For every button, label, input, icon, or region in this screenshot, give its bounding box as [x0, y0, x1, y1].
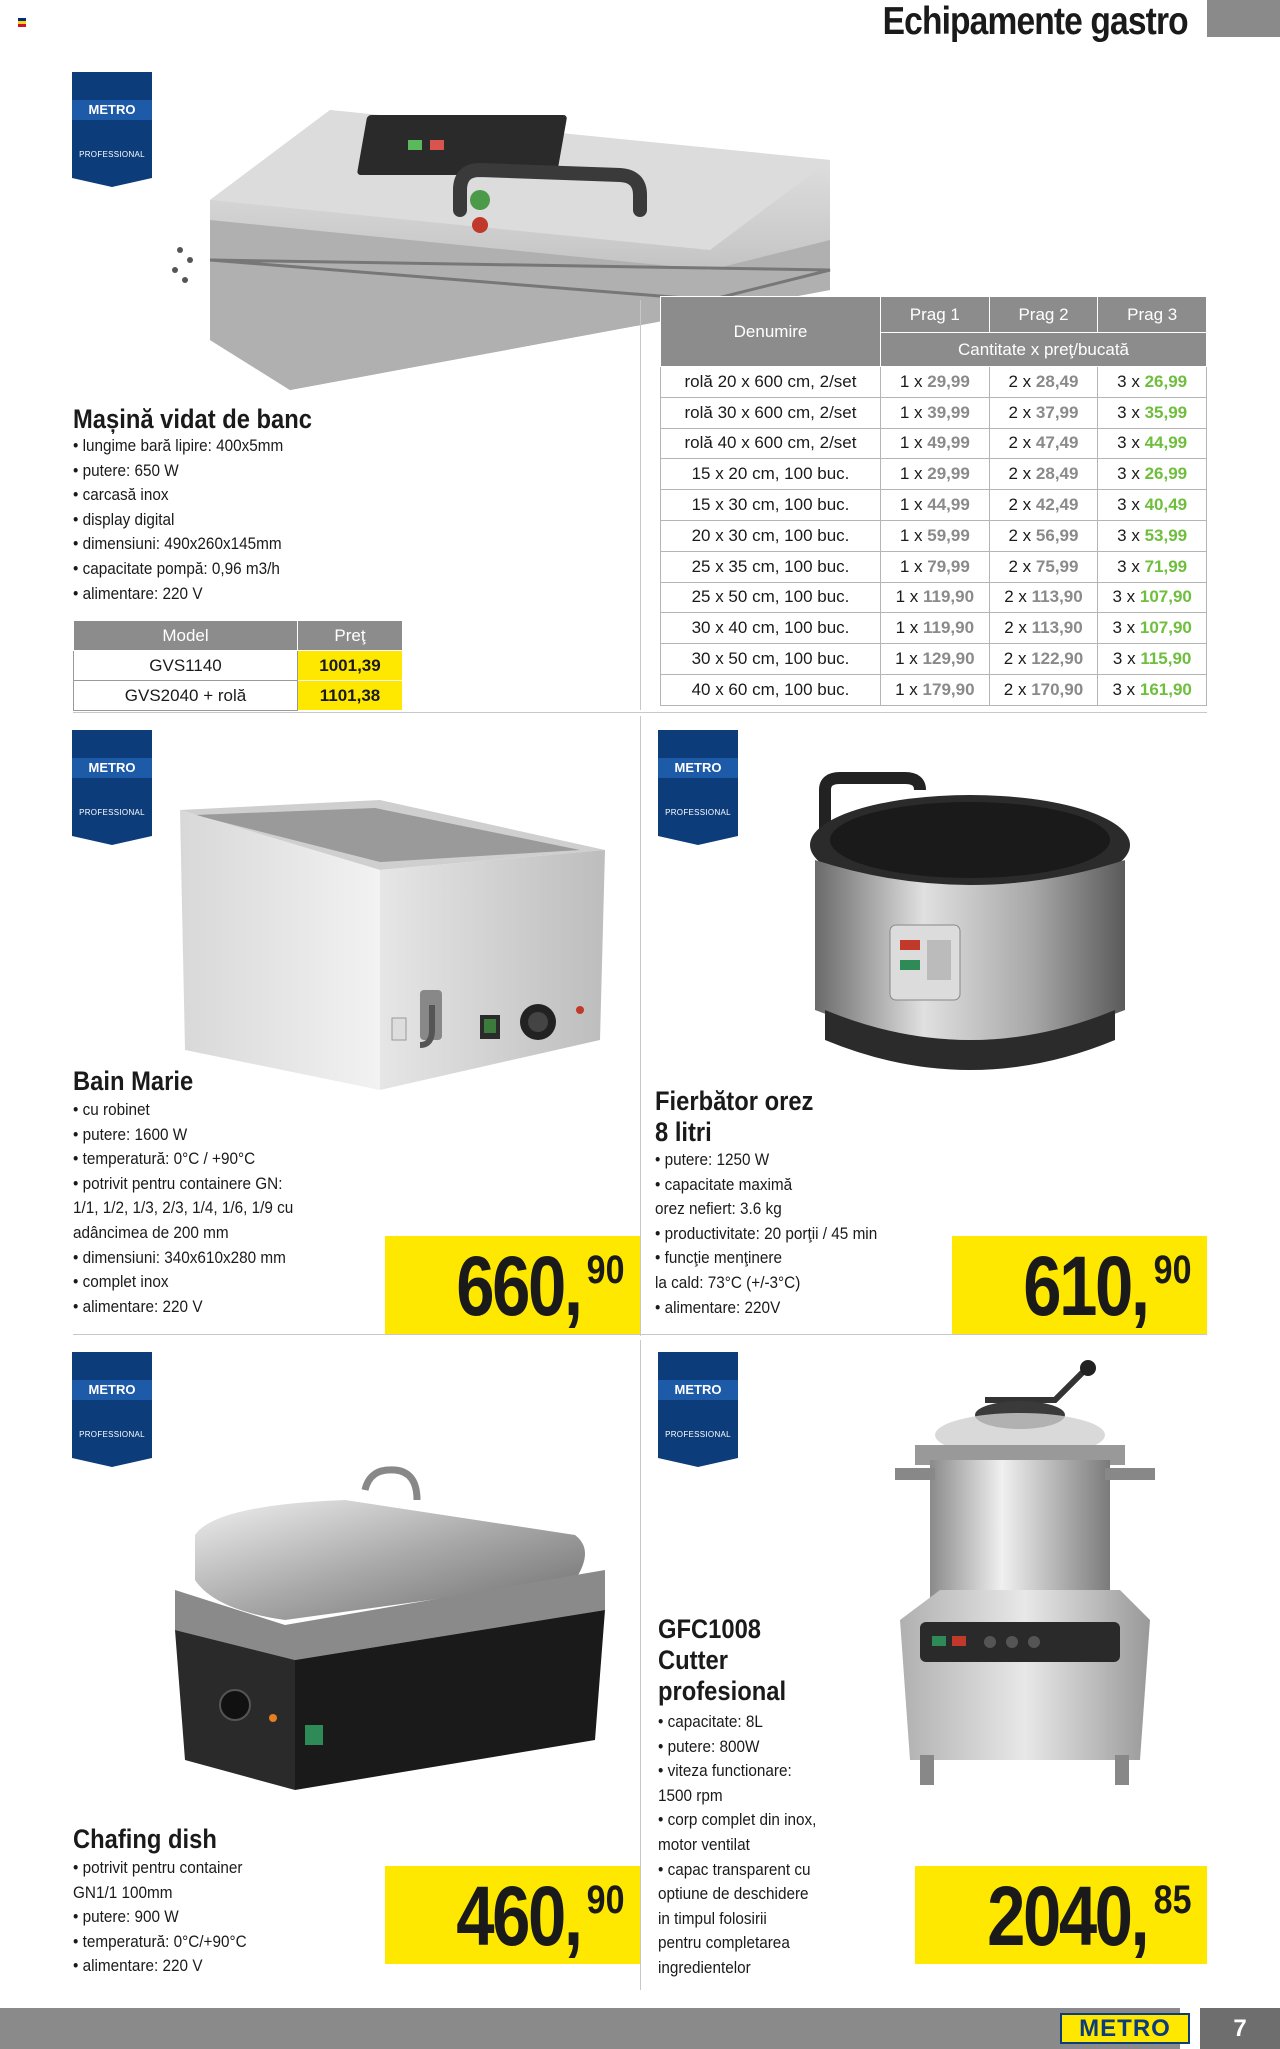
tier-price-cell: 3 x 44,99 — [1098, 428, 1207, 459]
section-divider — [73, 712, 1207, 713]
spec-line: • dimensiuni: 340x610x280 mm — [73, 1247, 286, 1267]
spec-line: • alimentare: 220 V — [73, 1956, 203, 1976]
tier-price-cell: 3 x 107,90 — [1098, 613, 1207, 644]
tier-price-cell: 3 x 107,90 — [1098, 582, 1207, 613]
rice-title: Fierbător orez 8 litri — [655, 1086, 814, 1147]
tier-price-cell: 3 x 53,99 — [1098, 520, 1207, 551]
tier-price-cell: 2 x 113,90 — [989, 613, 1098, 644]
model-header: Model — [74, 621, 298, 651]
spec-line: • viteza functionare: — [658, 1761, 792, 1781]
rice-price-tag — [952, 1236, 1207, 1334]
spec-line: • alimentare: 220 V — [73, 1296, 203, 1316]
tier-price-cell: 1 x 29,99 — [881, 459, 990, 490]
rice-cooker-image — [795, 770, 1135, 1100]
tier-header: Prag 1 — [881, 297, 990, 333]
price-header: Preţ — [298, 621, 403, 651]
table-row — [661, 582, 1207, 613]
table-row — [661, 367, 1207, 398]
spec-line: • capacitate pompă: 0,96 m3/h — [73, 558, 280, 578]
spec-line: • alimentare: 220 V — [73, 583, 203, 603]
table-row — [661, 490, 1207, 521]
roll-name-cell: rolă 20 x 600 cm, 2/set — [661, 367, 881, 398]
bain-title: Bain Marie — [73, 1066, 194, 1096]
vacuum-model-table — [73, 620, 403, 711]
spec-line: • putere: 1250 W — [655, 1150, 770, 1169]
tier-price-cell: 1 x 129,90 — [881, 644, 990, 675]
model-cell: GVS1140 — [74, 651, 298, 681]
spec-line: pentru completarea — [658, 1933, 790, 1953]
price-cell: 1001,39 — [298, 651, 403, 681]
spec-line: • carcasă inox — [73, 485, 169, 505]
roll-name-cell: 25 x 50 cm, 100 buc. — [661, 582, 881, 613]
price-integer: 610, — [1022, 1239, 1147, 1333]
metro-logo: METRO — [1060, 2013, 1190, 2044]
tier-header: Prag 3 — [1098, 297, 1207, 333]
bain-marie-image — [170, 790, 610, 1100]
metro-professional-badge: METRO PROFESSIONAL — [658, 730, 738, 836]
tier-price-cell: 1 x 179,90 — [881, 674, 990, 705]
spec-line: • funcţie menţinere — [655, 1248, 782, 1268]
price-decimal: 90 — [586, 1248, 624, 1292]
tier-price-cell: 1 x 119,90 — [881, 613, 990, 644]
tier-price-cell: 3 x 161,90 — [1098, 674, 1207, 705]
metro-professional-badge: METRO PROFESSIONAL — [72, 1352, 152, 1458]
tier-price-cell: 2 x 28,49 — [989, 459, 1098, 490]
roll-name-cell: 40 x 60 cm, 100 buc. — [661, 674, 881, 705]
tier-price-cell: 3 x 40,49 — [1098, 490, 1207, 521]
tier-price-cell: 3 x 115,90 — [1098, 644, 1207, 675]
tier-price-cell: 1 x 29,99 — [881, 367, 990, 398]
tier-price-cell: 1 x 79,99 — [881, 551, 990, 582]
column-divider — [640, 716, 641, 1336]
chafing-dish-image — [155, 1460, 615, 1800]
table-row — [661, 644, 1207, 675]
page-title: Echipamente gastro — [882, 0, 1188, 43]
cutter-price-tag — [915, 1866, 1207, 1964]
roll-name-cell: 20 x 30 cm, 100 buc. — [661, 520, 881, 551]
tier-price-cell: 2 x 122,90 — [989, 644, 1098, 675]
tier-price-cell: 2 x 113,90 — [989, 582, 1098, 613]
spec-line: • complet inox — [73, 1272, 169, 1292]
tier-price-cell: 1 x 44,99 — [881, 490, 990, 521]
spec-line: • putere: 1600 W — [73, 1124, 188, 1144]
spec-line: • corp complet din inox, — [658, 1810, 817, 1830]
table-row — [74, 651, 403, 681]
table-row — [661, 459, 1207, 490]
chafing-price-tag — [385, 1866, 640, 1964]
cutter-image — [880, 1360, 1165, 1790]
tier-price-cell: 2 x 28,49 — [989, 367, 1098, 398]
tier-price-cell: 2 x 47,49 — [989, 428, 1098, 459]
spec-line: motor ventilat — [658, 1834, 750, 1854]
name-header: Denumire — [661, 297, 881, 367]
cutter-specs — [658, 1710, 816, 1981]
price-integer: 460, — [455, 1869, 580, 1963]
spec-line: • display digital — [73, 509, 175, 529]
spec-line: ingredientelor — [658, 1957, 751, 1977]
tier-price-cell: 3 x 71,99 — [1098, 551, 1207, 582]
tier-price-cell: 2 x 170,90 — [989, 674, 1098, 705]
vacuum-specs — [73, 434, 283, 606]
tier-price-cell: 3 x 26,99 — [1098, 367, 1207, 398]
spec-line: 1/1, 1/2, 1/3, 2/3, 1/4, 1/6, 1/9 cu — [73, 1198, 294, 1218]
spec-line: • capacitate maximă — [655, 1174, 793, 1194]
section-divider — [73, 1334, 1207, 1335]
price-decimal: 85 — [1153, 1878, 1191, 1922]
header-accent-bar — [1207, 0, 1280, 37]
roll-name-cell: rolă 30 x 600 cm, 2/set — [661, 397, 881, 428]
table-row — [661, 520, 1207, 551]
rice-specs — [655, 1148, 877, 1320]
spec-line: in timpul folosirii — [658, 1908, 767, 1928]
tier-price-cell: 2 x 56,99 — [989, 520, 1098, 551]
spec-line: • temperatură: 0°C/+90°C — [73, 1931, 247, 1951]
tier-price-cell: 3 x 26,99 — [1098, 459, 1207, 490]
vacuum-title: Mașină vidat de banc — [73, 404, 313, 434]
rolls-price-table — [660, 296, 1207, 706]
spec-line: • capac transparent cu — [658, 1859, 811, 1879]
spec-line: • cu robinet — [73, 1100, 150, 1119]
tier-price-cell: 1 x 49,99 — [881, 428, 990, 459]
column-divider — [640, 1340, 641, 1990]
tier-price-cell: 2 x 42,49 — [989, 490, 1098, 521]
spec-line: • putere: 800W — [658, 1736, 760, 1756]
tier-price-cell: 2 x 75,99 — [989, 551, 1098, 582]
roll-name-cell: 30 x 50 cm, 100 buc. — [661, 644, 881, 675]
tier-price-cell: 2 x 37,99 — [989, 397, 1098, 428]
spec-line: GN1/1 100mm — [73, 1882, 173, 1902]
roll-name-cell: 15 x 30 cm, 100 buc. — [661, 490, 881, 521]
spec-line: • dimensiuni: 490x260x145mm — [73, 534, 282, 554]
table-row — [661, 428, 1207, 459]
spec-line: • potrivit pentru containere GN: — [73, 1173, 283, 1193]
table-row — [661, 613, 1207, 644]
table-row — [661, 397, 1207, 428]
column-divider — [640, 300, 641, 710]
spec-line: • putere: 650 W — [73, 460, 179, 480]
cutter-title: GFC1008 Cutter profesional — [658, 1614, 787, 1706]
table-row — [661, 674, 1207, 705]
chafing-title: Chafing dish — [73, 1824, 217, 1854]
tier-price-cell: 1 x 119,90 — [881, 582, 990, 613]
bain-specs — [73, 1098, 293, 1319]
table-row — [661, 551, 1207, 582]
spec-line: • putere: 900 W — [73, 1907, 179, 1927]
spec-line: • temperatură: 0°C / +90°C — [73, 1149, 256, 1169]
roll-name-cell: rolă 40 x 600 cm, 2/set — [661, 428, 881, 459]
tier-header: Prag 2 — [989, 297, 1098, 333]
tier-price-cell: 1 x 59,99 — [881, 520, 990, 551]
spec-line: • alimentare: 220V — [655, 1297, 781, 1317]
spec-line: optiune de deschidere — [658, 1884, 809, 1904]
spec-line: • potrivit pentru container — [73, 1858, 243, 1877]
metro-professional-badge: METRO PROFESSIONAL — [72, 730, 152, 836]
model-cell: GVS2040 + rolă — [74, 681, 298, 711]
tier-price-cell: 3 x 35,99 — [1098, 397, 1207, 428]
price-cell: 1101,38 — [298, 681, 403, 711]
spec-line: • lungime bară lipire: 400x5mm — [73, 436, 284, 455]
metro-professional-badge: METRO PROFESSIONAL — [658, 1352, 738, 1458]
metro-professional-badge: METRO PROFESSIONAL — [72, 72, 152, 178]
spec-line: 1500 rpm — [658, 1785, 723, 1805]
footer-bar — [0, 2008, 1180, 2049]
spec-line: adâncimea de 200 mm — [73, 1222, 229, 1242]
tier-subheader: Cantitate x preţ/bucată — [881, 333, 1207, 367]
spec-line: orez nefiert: 3.6 kg — [655, 1199, 782, 1219]
romania-flag-icon — [18, 18, 26, 27]
price-integer: 660, — [455, 1239, 580, 1333]
roll-name-cell: 25 x 35 cm, 100 buc. — [661, 551, 881, 582]
spec-line: • productivitate: 20 porţii / 45 min — [655, 1223, 878, 1243]
tier-price-cell: 1 x 39,99 — [881, 397, 990, 428]
page-number: 7 — [1200, 2008, 1280, 2049]
roll-name-cell: 30 x 40 cm, 100 buc. — [661, 613, 881, 644]
price-decimal: 90 — [586, 1878, 624, 1922]
table-row — [74, 681, 403, 711]
price-integer: 2040, — [986, 1869, 1147, 1963]
chafing-specs — [73, 1856, 247, 1979]
spec-line: la cald: 73°C (+/-3°C) — [655, 1272, 801, 1292]
spec-line: • capacitate: 8L — [658, 1712, 763, 1731]
price-decimal: 90 — [1153, 1248, 1191, 1292]
roll-name-cell: 15 x 20 cm, 100 buc. — [661, 459, 881, 490]
bain-price-tag — [385, 1236, 640, 1334]
